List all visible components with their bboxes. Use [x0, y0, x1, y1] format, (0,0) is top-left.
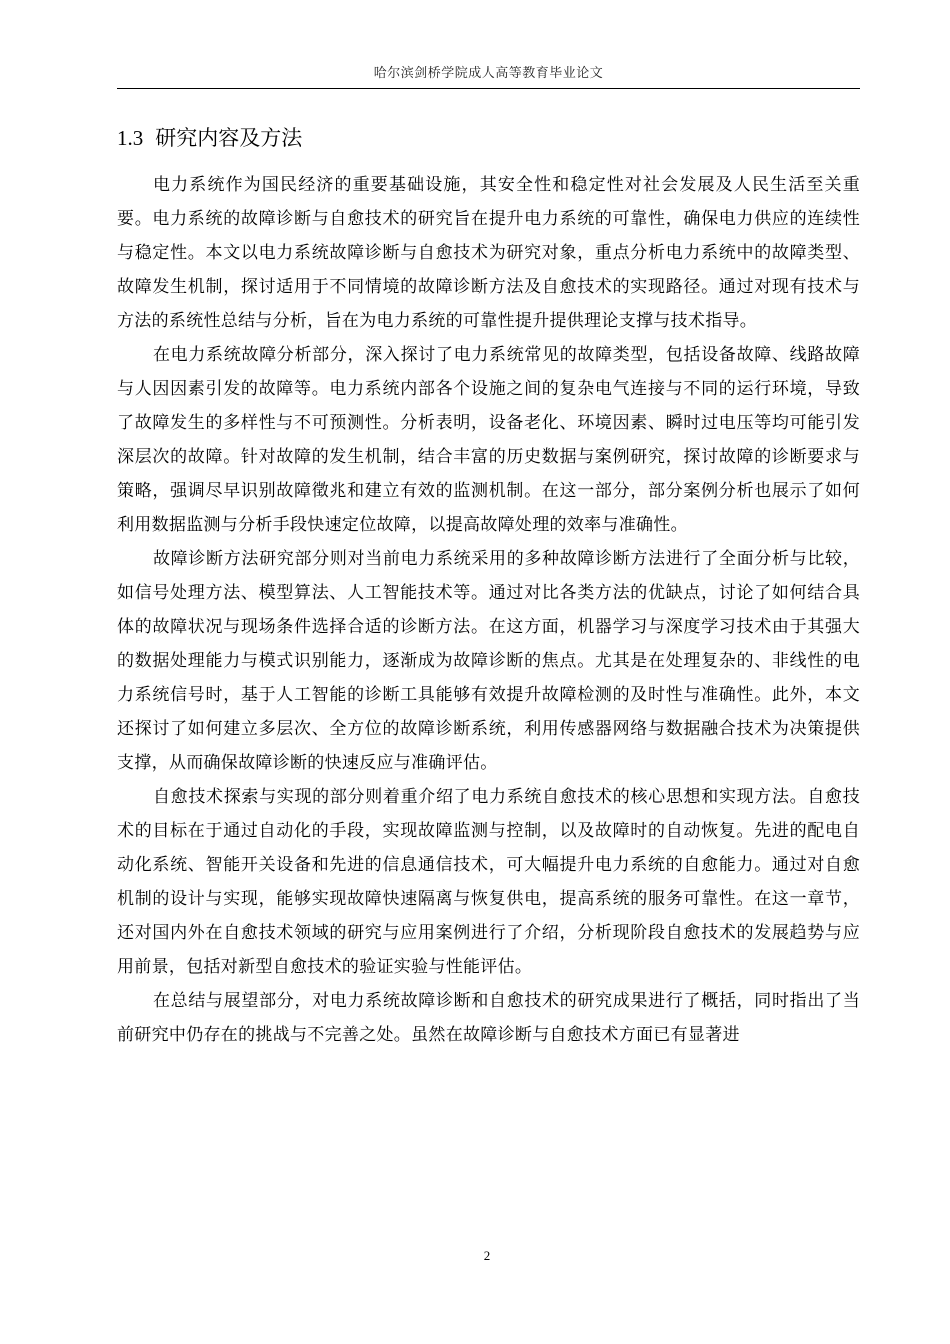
paragraph-self-healing: 自愈技术探索与实现的部分则着重介绍了电力系统自愈技术的核心思想和实现方法。自愈技术的目标在于通过自动化的手段，实现故障监测与控制，以及故障时的自动恢复。先进的配电自动化系统、智能开关设备和先进的信息通信技术，可大幅提升电力系统的自愈能力。通过对自愈机制的设计与实现，能够实现故障快速隔离与恢复供电，提高系统的服务可靠性。在这一章节，还对国内外在自愈技术领域的研究与应用案例进行了介绍，分析现阶段自愈技术的发展趋势与应用前景，包括对新型自愈技术的验证实验与性能评估。 — [117, 787, 860, 977]
paragraph-summary: 在总结与展望部分，对电力系统故障诊断和自愈技术的研究成果进行了概括，同时指出了当前研究中仍存在的挑战与不完善之处。虽然在故障诊断与自愈技术方面已有显著进 — [117, 991, 860, 1045]
body-text — [117, 168, 860, 1052]
paragraph-diagnosis-methods: 故障诊断方法研究部分则对当前电力系统采用的多种故障诊断方法进行了全面分析与比较，如信号处理方法、模型算法、人工智能技术等。通过对比各类方法的优缺点，讨论了如何结合具体的故障状况与现场条件选择合适的诊断方法。在这方面，机器学习与深度学习技术由于其强大的数据处理能力与模式识别能力，逐渐成为故障诊断的焦点。尤其是在处理复杂的、非线性的电力系统信号时，基于人工智能的诊断工具能够有效提升故障检测的及时性与准确性。此外，本文还探讨了如何建立多层次、全方位的故障诊断系统，利用传感器网络与数据融合技术为决策提供支撑，从而确保故障诊断的快速反应与准确评估。 — [117, 549, 860, 773]
page-header: 哈尔滨剑桥学院成人高等教育毕业论文 — [373, 66, 604, 81]
paragraph-intro: 电力系统作为国民经济的重要基础设施，其安全性和稳定性对社会发展及人民生活至关重要。电力系统的故障诊断与自愈技术的研究旨在提升电力系统的可靠性，确保电力供应的连续性与稳定性。本文以电力系统故障诊断与自愈技术为研究对象，重点分析电力系统中的故障类型、故障发生机制，探讨适用于不同情境的故障诊断方法及自愈技术的实现路径。通过对现有技术与方法的系统性总结与分析，旨在为电力系统的可靠性提升提供理论支撑与技术指导。 — [117, 175, 860, 331]
page-number: 2 — [483, 1248, 491, 1263]
section-heading — [117, 122, 302, 154]
header-rule — [117, 88, 860, 89]
section-title: 研究内容及方法 — [155, 126, 303, 150]
section-number: 1.3 — [117, 126, 144, 150]
paragraph-fault-analysis: 在电力系统故障分析部分，深入探讨了电力系统常见的故障类型，包括设备故障、线路故障与人因因素引发的故障等。电力系统内部各个设施之间的复杂电气连接与不同的运行环境，导致了故障发生的多样性与不可预测性。分析表明，设备老化、环境因素、瞬时过电压等均可能引发深层次的故障。针对故障的发生机制，结合丰富的历史数据与案例研究，探讨故障的诊断要求与策略，强调尽早识别故障徵兆和建立有效的监测机制。在这一部分，部分案例分析也展示了如何利用数据监测与分析手段快速定位故障，以提高故障处理的效率与准确性。 — [117, 345, 860, 535]
